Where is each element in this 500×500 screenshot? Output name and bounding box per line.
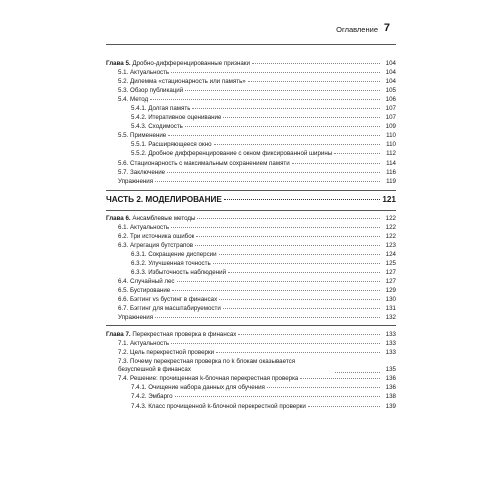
page-ref: 122 [385, 223, 396, 231]
page-ref: 123 [385, 241, 396, 249]
toc-item-6-6[interactable] [106, 295, 396, 304]
toc-item-5-2[interactable] [106, 77, 396, 86]
toc-item-label: 5.6. Стационарность с максимальным сохранением памяти [118, 159, 290, 167]
toc-item-label: Упражнения [118, 314, 154, 322]
page-ref: 122 [385, 232, 396, 240]
toc-chapter-6[interactable] [106, 214, 396, 223]
toc-item-5-5-2[interactable] [106, 149, 396, 158]
toc-item-7-4-3[interactable] [106, 402, 396, 411]
leader-dots [150, 99, 380, 100]
toc-item-label: 7.1. Актуальность [118, 340, 170, 348]
leader-dots [219, 299, 380, 300]
toc-item-label: 5.7. Заключение [118, 168, 166, 176]
header-rule [106, 44, 396, 45]
page-ref: 132 [385, 314, 396, 322]
chapter-prefix: Глава 5. [106, 60, 131, 67]
page-ref: 109 [385, 123, 396, 131]
page-ref: 121 [382, 194, 396, 204]
leader-dots [185, 90, 380, 91]
toc-item-label: 5.3. Обзор публикаций [118, 87, 184, 95]
page-ref: 138 [385, 393, 396, 401]
leader-dots [248, 81, 380, 82]
toc-item-label: Упражнения [118, 177, 154, 185]
leader-dots [171, 343, 380, 344]
toc-item-label: 7.4. Решение: прочищенная k-блочная перекрестная проверка [118, 375, 299, 383]
toc-item-5-exercises[interactable] [106, 177, 396, 186]
leader-dots [335, 372, 380, 373]
part-rule-bottom [106, 210, 396, 211]
leader-dots [292, 163, 380, 164]
page-ref: 106 [385, 96, 396, 104]
toc-item-5-6[interactable] [106, 159, 396, 168]
toc-item-5-4-2[interactable] [106, 113, 396, 122]
page-ref: 127 [385, 268, 396, 276]
leader-dots [192, 108, 380, 109]
part-title: ЧАСТЬ 2. МОДЕЛИРОВАНИЕ [106, 194, 222, 204]
page-ref: 130 [385, 296, 396, 304]
toc-item-label: 6.3.1. Сокращение дисперсии [131, 250, 217, 258]
toc-chapter-7[interactable] [106, 330, 396, 339]
toc-item-5-3[interactable] [106, 86, 396, 95]
toc-item-label: 7.4.2. Эмбарго [131, 393, 173, 401]
leader-dots [216, 352, 380, 353]
leader-dots [185, 126, 380, 127]
page-number: 7 [383, 22, 390, 34]
leader-dots [167, 172, 380, 173]
page-ref: 135 [385, 366, 396, 374]
toc-item-6-7[interactable] [106, 304, 396, 313]
toc-item-label: 5.5.1. Расширяющееся окно [131, 141, 212, 149]
toc-item-6-4[interactable] [106, 277, 396, 286]
toc-item-7-4[interactable] [106, 374, 396, 383]
toc-item-6-3-3[interactable] [106, 268, 396, 277]
toc-item-5-4[interactable] [106, 95, 396, 104]
toc-item-7-4-2[interactable] [106, 392, 396, 401]
toc-item-6-1[interactable] [106, 223, 396, 232]
toc-item-6-3-1[interactable] [106, 250, 396, 259]
leader-dots [300, 378, 380, 379]
page-ref: 116 [386, 168, 396, 176]
toc-item-label: 6.1. Актуальность [118, 223, 170, 231]
toc-item-6-3[interactable] [106, 241, 396, 250]
page-ref: 133 [385, 349, 396, 357]
page-ref: 131 [385, 305, 396, 313]
toc-item-label: 5.4.3. Сходимость [131, 123, 183, 131]
leader-dots [252, 63, 380, 64]
page-ref: 122 [385, 214, 396, 222]
page-ref: 114 [386, 159, 396, 167]
chapter-prefix: Глава 7. [106, 331, 131, 339]
running-header-title: Оглавление [336, 25, 378, 34]
toc-item-label: 5.2. Дилемма «стационарность или память» [118, 78, 246, 86]
page-ref: 127 [385, 277, 396, 285]
toc-item-label: 5.5.2. Дробное дифференцирование с окном фиксированной ширины [131, 150, 333, 158]
toc-item-5-4-3[interactable] [106, 122, 396, 131]
leader-dots [223, 308, 380, 309]
toc-item-label: 5.5. Применение [118, 132, 167, 140]
toc-item-6-2[interactable] [106, 232, 396, 241]
page-ref: 124 [385, 250, 396, 258]
chapter-title: Ансамблевые методы [132, 214, 196, 222]
leader-dots [213, 263, 380, 264]
toc-item-5-7[interactable] [106, 168, 396, 177]
toc-item-7-3[interactable] [106, 357, 396, 374]
toc-item-5-4-1[interactable] [106, 104, 396, 113]
leader-dots [267, 387, 380, 388]
page-ref: 133 [385, 331, 396, 339]
chapter-title: Дробно-дифференцированные признаки [132, 60, 250, 67]
leader-dots [224, 199, 380, 200]
leader-dots [238, 334, 380, 335]
toc-item-7-4-1[interactable] [106, 383, 396, 392]
toc-item-5-1[interactable] [106, 68, 396, 77]
leader-dots [223, 117, 380, 118]
page-ref: 107 [385, 105, 396, 113]
chapter-title: Перекрестная проверка в финансах [132, 331, 237, 339]
toc-item-label: 6.6. Бэггинг vs бустинг в финансах [118, 296, 218, 304]
chapter-prefix: Глава 6. [106, 214, 131, 222]
leader-dots [308, 406, 380, 407]
leader-dots [155, 181, 380, 182]
toc-item-label: 6.4. Случайный лес [118, 277, 175, 285]
toc-item-label: 6.7. Бэггинг для масштабируемости [118, 305, 221, 313]
page-ref: 139 [385, 402, 396, 410]
toc-item-6-exercises[interactable] [106, 313, 396, 322]
toc-item-6-3-2[interactable] [106, 259, 396, 268]
table-of-contents [106, 56, 396, 411]
leader-dots [155, 317, 380, 318]
leader-dots [334, 153, 380, 154]
leader-dots [214, 144, 380, 145]
toc-item-label: 7.2. Цель перекрестной проверки [118, 349, 215, 357]
leader-dots [175, 396, 380, 397]
toc-chapter-5[interactable] [106, 59, 396, 68]
leader-dots [228, 272, 380, 273]
page-ref: 110 [386, 141, 396, 149]
toc-item-7-1[interactable] [106, 339, 396, 348]
toc-item-5-5[interactable] [106, 131, 396, 140]
page-ref: 105 [385, 87, 396, 95]
toc-item-label: 6.3.3. Избыточность наблюдений [131, 268, 227, 276]
leader-dots [171, 72, 380, 73]
toc-item-label: 6.5. Бустирование [118, 287, 171, 295]
leader-dots [172, 290, 380, 291]
page-ref: 133 [385, 340, 396, 348]
toc-item-label: 6.2. Три источника ошибок [118, 232, 195, 240]
toc-item-label: 5.4. Метод [118, 96, 149, 104]
leader-dots [168, 135, 380, 136]
page-ref: 125 [385, 259, 396, 267]
page-ref: 104 [385, 60, 396, 67]
toc-part-2[interactable] [106, 191, 396, 210]
page-ref: 136 [385, 375, 396, 383]
page-header [0, 0, 500, 40]
leader-dots [219, 254, 380, 255]
page-ref: 119 [386, 177, 396, 185]
toc-item-label: 6.3.2. Улучшенная точность [131, 259, 211, 267]
toc-item-5-5-1[interactable] [106, 140, 396, 149]
toc-item-label: 5.4.2. Итеративное оценивание [131, 114, 222, 122]
toc-item-label: 5.1. Актуальность [118, 69, 170, 77]
leader-dots [196, 236, 380, 237]
leader-dots [195, 245, 380, 246]
toc-item-7-2[interactable] [106, 348, 396, 357]
page-ref: 129 [385, 287, 396, 295]
page-ref: 110 [386, 132, 396, 140]
toc-item-label: 7.4.1. Очищение набора данных для обучения [131, 384, 265, 392]
leader-dots [171, 227, 380, 228]
toc-item-label: 5.4.1. Долгая память [131, 105, 191, 113]
leader-dots [197, 218, 380, 219]
page-ref: 136 [385, 384, 396, 392]
page-ref: 104 [385, 78, 396, 86]
leader-dots [177, 281, 380, 282]
toc-item-label: 7.3. Почему перекрестная проверка по k блокам оказывается безуспешной в финансах [118, 358, 296, 374]
toc-item-6-5[interactable] [106, 286, 396, 295]
toc-item-label: 6.3. Агрегация бутстрапов [118, 241, 194, 249]
page-ref: 112 [386, 150, 396, 158]
chapter-divider [106, 325, 396, 326]
page-ref: 104 [385, 69, 396, 77]
page-ref: 107 [385, 114, 396, 122]
toc-item-label: 7.4.3. Класс прочищенной k-блочной перекрестной проверки [131, 402, 306, 410]
